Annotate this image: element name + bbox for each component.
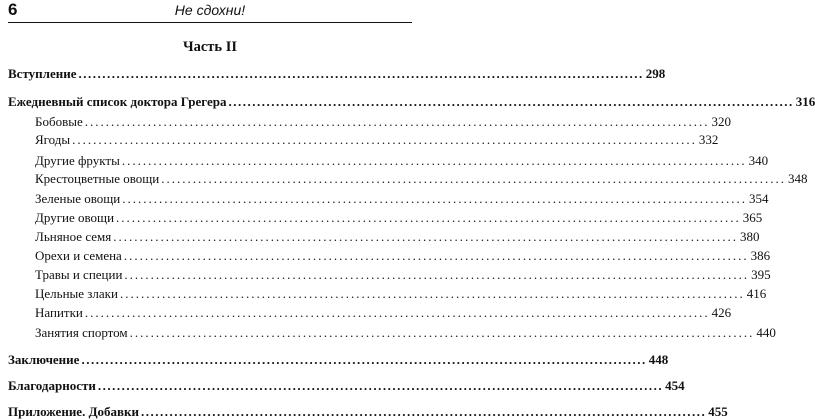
toc-entry-other-fruits	[35, 152, 769, 169]
toc-label: Льняное семя	[35, 229, 112, 244]
dot-leader: .......................................................................................................................	[228, 94, 794, 109]
dot-leader: .......................................................................................................................	[121, 153, 747, 168]
toc-label: Приложение. Добавки	[8, 404, 140, 419]
toc-label: Напитки	[35, 305, 83, 320]
toc-entry-berries	[35, 131, 719, 148]
dot-leader: .......................................................................................................................	[129, 325, 755, 340]
toc-label: Заключение	[8, 352, 80, 367]
header-rule	[8, 22, 412, 23]
toc-entry-herbs-spices	[35, 266, 771, 283]
toc-label: Бобовые	[35, 114, 83, 129]
dot-leader: .......................................................................................................................	[72, 132, 697, 147]
page-header	[0, 0, 420, 24]
toc-label: Цельные злаки	[35, 286, 118, 301]
toc-entry-exercise	[35, 324, 776, 341]
toc-label: Занятия спортом	[35, 325, 128, 340]
toc-entry-greens	[35, 190, 769, 207]
toc-entry-conclusion	[8, 351, 669, 368]
toc-page: 440	[756, 325, 776, 340]
toc-page: 348	[788, 171, 808, 186]
toc-label: Ягоды	[35, 132, 71, 147]
toc-entry-appendix-supplements	[8, 403, 728, 420]
toc-page: 416	[746, 286, 767, 301]
toc-page: 426	[711, 305, 732, 320]
toc-entry-daily-dozen	[8, 93, 815, 110]
toc-label: Другие фрукты	[35, 153, 120, 168]
dot-leader: .......................................................................................................................	[123, 248, 749, 263]
toc-entry-acknowledgments	[8, 377, 685, 394]
toc-label: Вступление	[8, 66, 77, 81]
toc-label: Зеленые овощи	[35, 191, 121, 206]
dot-leader: .......................................................................................................................	[113, 229, 738, 244]
running-head: Не сдохни!	[174, 2, 246, 18]
toc-label: Другие овощи	[35, 210, 115, 225]
toc-entry-nuts-seeds	[35, 247, 771, 264]
dot-leader: .......................................................................................................................	[81, 352, 647, 367]
toc-page: 320	[711, 114, 731, 129]
toc-entry-beans	[35, 113, 731, 130]
part-title: Часть II	[182, 39, 238, 55]
dot-leader: .......................................................................................................................	[161, 171, 786, 186]
dot-leader: .......................................................................................................................	[97, 378, 664, 393]
toc-page: 380	[739, 229, 760, 244]
toc-label: Ежедневный список доктора Грегера	[8, 94, 227, 109]
dot-leader: .......................................................................................................................	[116, 210, 741, 225]
dot-leader: .......................................................................................................................	[84, 305, 710, 320]
toc-page: 365	[742, 210, 763, 225]
dot-leader: .......................................................................................................................	[124, 267, 750, 282]
toc-label: Орехи и семена	[35, 248, 122, 263]
dot-leader: .......................................................................................................................	[122, 191, 748, 206]
toc-page: 298	[645, 66, 666, 81]
toc-page: 332	[698, 132, 719, 147]
toc-entry-whole-grains	[35, 285, 767, 302]
dot-leader: .......................................................................................................................	[119, 286, 745, 301]
toc-label: Благодарности	[8, 378, 96, 393]
toc-page: 454	[665, 378, 685, 393]
dot-leader: .......................................................................................................................	[84, 114, 710, 129]
dot-leader: .......................................................................................................................	[141, 404, 707, 419]
toc-page: 316	[795, 94, 815, 109]
toc-label: Крестоцветные овощи	[35, 171, 160, 186]
toc-page: 395	[751, 267, 771, 282]
toc-entry-beverages	[35, 304, 732, 321]
toc-page: 448	[648, 352, 669, 367]
toc-page: 386	[750, 248, 771, 263]
toc-label: Травы и специи	[35, 267, 123, 282]
toc-entry-cruciferous	[35, 170, 808, 187]
toc-page: 340	[748, 153, 769, 168]
page-number: 6	[8, 0, 18, 19]
toc-entry-flaxseed	[35, 228, 760, 245]
dot-leader: .......................................................................................................................	[78, 66, 644, 81]
toc-page: 354	[749, 191, 769, 206]
toc-page: 455	[708, 404, 728, 419]
toc-entry-introduction	[8, 65, 666, 82]
toc-entry-other-vegetables	[35, 209, 763, 226]
